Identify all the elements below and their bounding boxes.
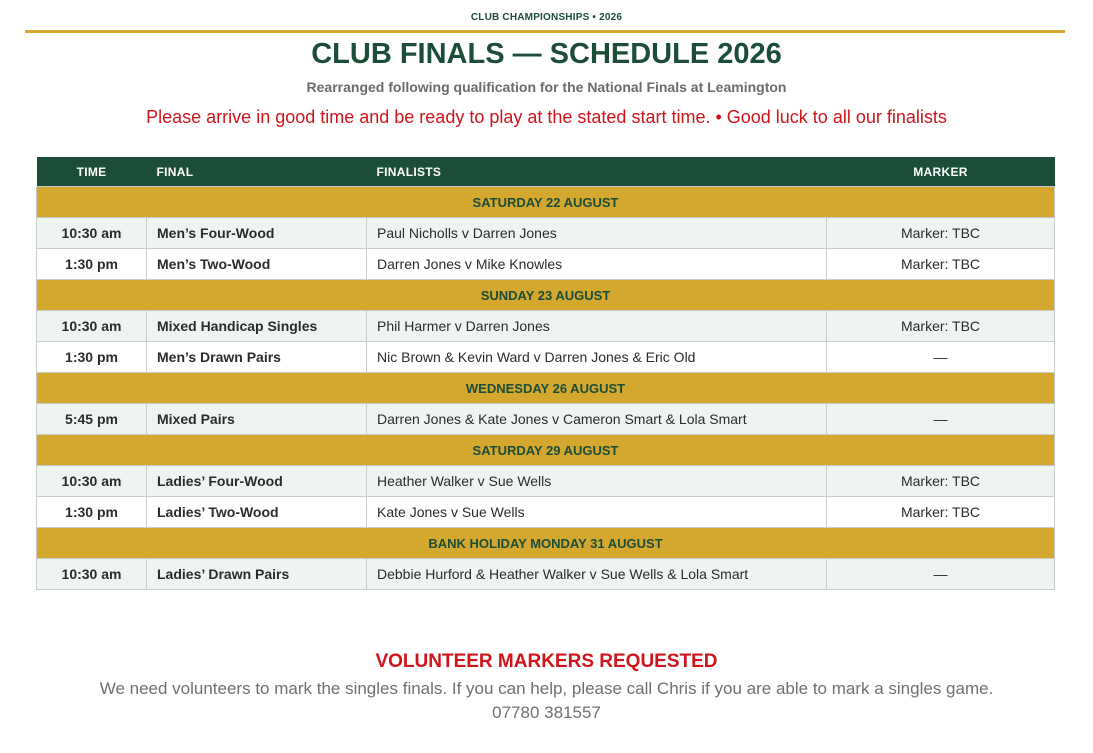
table-row xyxy=(37,342,1055,373)
day-label: SATURDAY 22 AUGUST xyxy=(37,187,1055,218)
table-row xyxy=(37,404,1055,435)
match-finalists: Darren Jones & Kate Jones v Cameron Smart & Lola Smart xyxy=(367,404,827,435)
match-time: 10:30 am xyxy=(37,218,147,249)
arrival-notice: Please arrive in good time and be ready to play at the stated start time. • Good luck to all our finalists xyxy=(146,107,947,127)
match-marker: — xyxy=(827,559,1055,590)
match-marker: — xyxy=(827,342,1055,373)
match-marker: Marker: TBC xyxy=(827,249,1055,280)
match-final: Ladies’ Two-Wood xyxy=(147,497,367,528)
column-header-final: FINAL xyxy=(147,157,367,187)
match-time: 5:45 pm xyxy=(37,404,147,435)
match-finalists: Darren Jones v Mike Knowles xyxy=(367,249,827,280)
day-label: BANK HOLIDAY MONDAY 31 AUGUST xyxy=(37,528,1055,559)
match-marker: — xyxy=(827,404,1055,435)
match-finalists: Debbie Hurford & Heather Walker v Sue Wells & Lola Smart xyxy=(367,559,827,590)
match-finalists: Kate Jones v Sue Wells xyxy=(367,497,827,528)
match-marker: Marker: TBC xyxy=(827,311,1055,342)
match-final: Men’s Drawn Pairs xyxy=(147,342,367,373)
day-header-row xyxy=(37,187,1055,218)
page-subtitle: Rearranged following qualification for the National Finals at Leamington xyxy=(306,79,787,95)
table-row xyxy=(37,311,1055,342)
column-header-finalists: FINALISTS xyxy=(367,157,827,187)
match-time: 1:30 pm xyxy=(37,249,147,280)
match-final: Mixed Pairs xyxy=(147,404,367,435)
schedule-body xyxy=(37,187,1055,590)
volunteer-text: We need volunteers to mark the singles finals. If you can help, please call Chris if you are able to mark a singles game. xyxy=(99,679,994,698)
page-title: CLUB FINALS — SCHEDULE 2026 xyxy=(311,38,782,70)
match-time: 10:30 am xyxy=(37,466,147,497)
day-header-row xyxy=(37,280,1055,311)
match-time: 1:30 pm xyxy=(37,342,147,373)
match-final: Mixed Handicap Singles xyxy=(147,311,367,342)
match-time: 1:30 pm xyxy=(37,497,147,528)
match-marker: Marker: TBC xyxy=(827,218,1055,249)
match-marker: Marker: TBC xyxy=(827,497,1055,528)
column-header-time: TIME xyxy=(37,157,147,187)
match-finalists: Phil Harmer v Darren Jones xyxy=(367,311,827,342)
day-header-row xyxy=(37,435,1055,466)
day-header-row xyxy=(37,373,1055,404)
match-finalists: Paul Nicholls v Darren Jones xyxy=(367,218,827,249)
match-time: 10:30 am xyxy=(37,311,147,342)
volunteer-phone: 07780 381557 xyxy=(492,703,601,722)
table-row xyxy=(37,218,1055,249)
day-label: WEDNESDAY 26 AUGUST xyxy=(37,373,1055,404)
match-final: Men’s Two-Wood xyxy=(147,249,367,280)
header-row xyxy=(37,157,1055,187)
table-row xyxy=(37,249,1055,280)
table-row xyxy=(37,497,1055,528)
schedule-header xyxy=(37,157,1055,187)
header-divider xyxy=(25,30,1065,33)
match-final: Men’s Four-Wood xyxy=(147,218,367,249)
match-final: Ladies’ Four-Wood xyxy=(147,466,367,497)
match-finalists: Heather Walker v Sue Wells xyxy=(367,466,827,497)
match-time: 10:30 am xyxy=(37,559,147,590)
table-row xyxy=(37,466,1055,497)
day-header-row xyxy=(37,528,1055,559)
day-label: SUNDAY 23 AUGUST xyxy=(37,280,1055,311)
match-marker: Marker: TBC xyxy=(827,466,1055,497)
match-finalists: Nic Brown & Kevin Ward v Darren Jones & Eric Old xyxy=(367,342,827,373)
match-final: Ladies’ Drawn Pairs xyxy=(147,559,367,590)
day-label: SATURDAY 29 AUGUST xyxy=(37,435,1055,466)
column-header-marker: MARKER xyxy=(827,157,1055,187)
schedule-table xyxy=(36,157,1055,590)
table-row xyxy=(37,559,1055,590)
kicker-text: CLUB CHAMPIONSHIPS • 2026 xyxy=(470,12,623,23)
volunteer-title: VOLUNTEER MARKERS REQUESTED xyxy=(375,651,718,672)
